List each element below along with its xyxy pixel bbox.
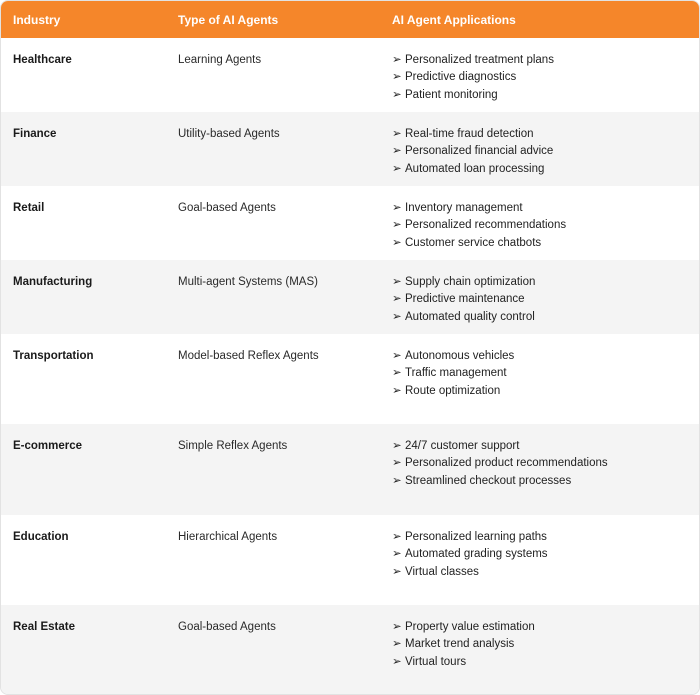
table-row [1, 112, 699, 186]
applications-list [392, 619, 535, 671]
table-row [1, 260, 699, 334]
arrow-bullet-icon: ➢ [392, 88, 402, 101]
list-item: ➢ Route optimization [392, 383, 514, 400]
arrow-bullet-icon: ➢ [392, 219, 402, 232]
applications-list [392, 126, 553, 178]
agent-type-cell: Simple Reflex Agents [178, 440, 288, 452]
list-item: ➢ Automated quality control [392, 309, 535, 326]
table-row [1, 186, 699, 260]
list-item: ➢ Automated grading systems [392, 546, 548, 563]
list-item: ➢ Supply chain optimization [392, 274, 535, 291]
agent-type-cell: Utility-based Agents [178, 128, 280, 140]
list-item: ➢ Patient monitoring [392, 87, 554, 104]
agent-type-cell: Goal-based Agents [178, 621, 276, 633]
header-industry: Industry [13, 13, 61, 27]
arrow-bullet-icon: ➢ [392, 128, 402, 140]
industry-cell: Real Estate [13, 621, 76, 633]
arrow-bullet-icon: ➢ [392, 638, 402, 651]
table-row [1, 515, 699, 605]
industry-cell: Retail [13, 202, 45, 214]
arrow-bullet-icon: ➢ [392, 310, 402, 323]
list-item: ➢ Personalized financial advice [392, 143, 553, 160]
list-item: ➢ Automated loan processing [392, 161, 553, 178]
list-item: ➢ Streamlined checkout processes [392, 473, 608, 490]
list-item: ➢ Personalized recommendations [392, 217, 566, 234]
list-item: ➢ Autonomous vehicles [392, 348, 514, 365]
arrow-bullet-icon: ➢ [392, 655, 402, 668]
list-item: ➢ Property value estimation [392, 619, 535, 636]
industry-cell: Transportation [13, 350, 94, 362]
arrow-bullet-icon: ➢ [392, 350, 402, 362]
arrow-bullet-icon: ➢ [392, 145, 402, 158]
list-item: ➢ Traffic management [392, 365, 514, 382]
list-item: ➢ Personalized product recommendations [392, 455, 608, 472]
list-item: ➢ Personalized treatment plans [392, 52, 554, 69]
industry-cell: E-commerce [13, 440, 83, 452]
list-item: ➢ 24/7 customer support [392, 438, 608, 455]
applications-list [392, 348, 514, 400]
arrow-bullet-icon: ➢ [392, 474, 402, 487]
list-item: ➢ Predictive maintenance [392, 291, 535, 308]
applications-list [392, 438, 608, 490]
applications-list [392, 529, 548, 581]
arrow-bullet-icon: ➢ [392, 293, 402, 306]
arrow-bullet-icon: ➢ [392, 236, 402, 249]
list-item: ➢ Virtual tours [392, 654, 535, 671]
industry-cell: Healthcare [13, 54, 72, 66]
arrow-bullet-icon: ➢ [392, 54, 402, 66]
list-item: ➢ Predictive diagnostics [392, 69, 554, 86]
industry-cell: Finance [13, 128, 57, 140]
arrow-bullet-icon: ➢ [392, 565, 402, 578]
table-row [1, 605, 699, 695]
agent-type-cell: Multi-agent Systems (MAS) [178, 276, 318, 288]
arrow-bullet-icon: ➢ [392, 457, 402, 470]
arrow-bullet-icon: ➢ [392, 621, 402, 633]
industry-cell: Education [13, 531, 69, 543]
table-row [1, 424, 699, 515]
agent-type-cell: Learning Agents [178, 54, 262, 66]
list-item: ➢ Personalized learning paths [392, 529, 548, 546]
header-applications: AI Agent Applications [392, 13, 516, 27]
arrow-bullet-icon: ➢ [392, 71, 402, 84]
list-item: ➢ Real-time fraud detection [392, 126, 553, 143]
table-header [1, 1, 699, 38]
list-item: ➢ Market trend analysis [392, 636, 535, 653]
arrow-bullet-icon: ➢ [392, 531, 402, 543]
arrow-bullet-icon: ➢ [392, 202, 402, 214]
arrow-bullet-icon: ➢ [392, 162, 402, 175]
agent-type-cell: Model-based Reflex Agents [178, 350, 319, 362]
list-item: ➢ Inventory management [392, 200, 566, 217]
arrow-bullet-icon: ➢ [392, 548, 402, 561]
applications-list [392, 52, 554, 104]
list-item: ➢ Customer service chatbots [392, 235, 566, 252]
arrow-bullet-icon: ➢ [392, 367, 402, 380]
list-item: ➢ Virtual classes [392, 564, 548, 581]
applications-list [392, 274, 535, 326]
agent-type-cell: Hierarchical Agents [178, 531, 278, 543]
arrow-bullet-icon: ➢ [392, 276, 402, 288]
industry-cell: Manufacturing [13, 276, 93, 288]
arrow-bullet-icon: ➢ [392, 384, 402, 397]
table-row [1, 38, 699, 112]
arrow-bullet-icon: ➢ [392, 440, 402, 452]
table-row [1, 334, 699, 424]
header-agent-type: Type of AI Agents [178, 13, 279, 27]
applications-list [392, 200, 566, 252]
agent-type-cell: Goal-based Agents [178, 202, 276, 214]
